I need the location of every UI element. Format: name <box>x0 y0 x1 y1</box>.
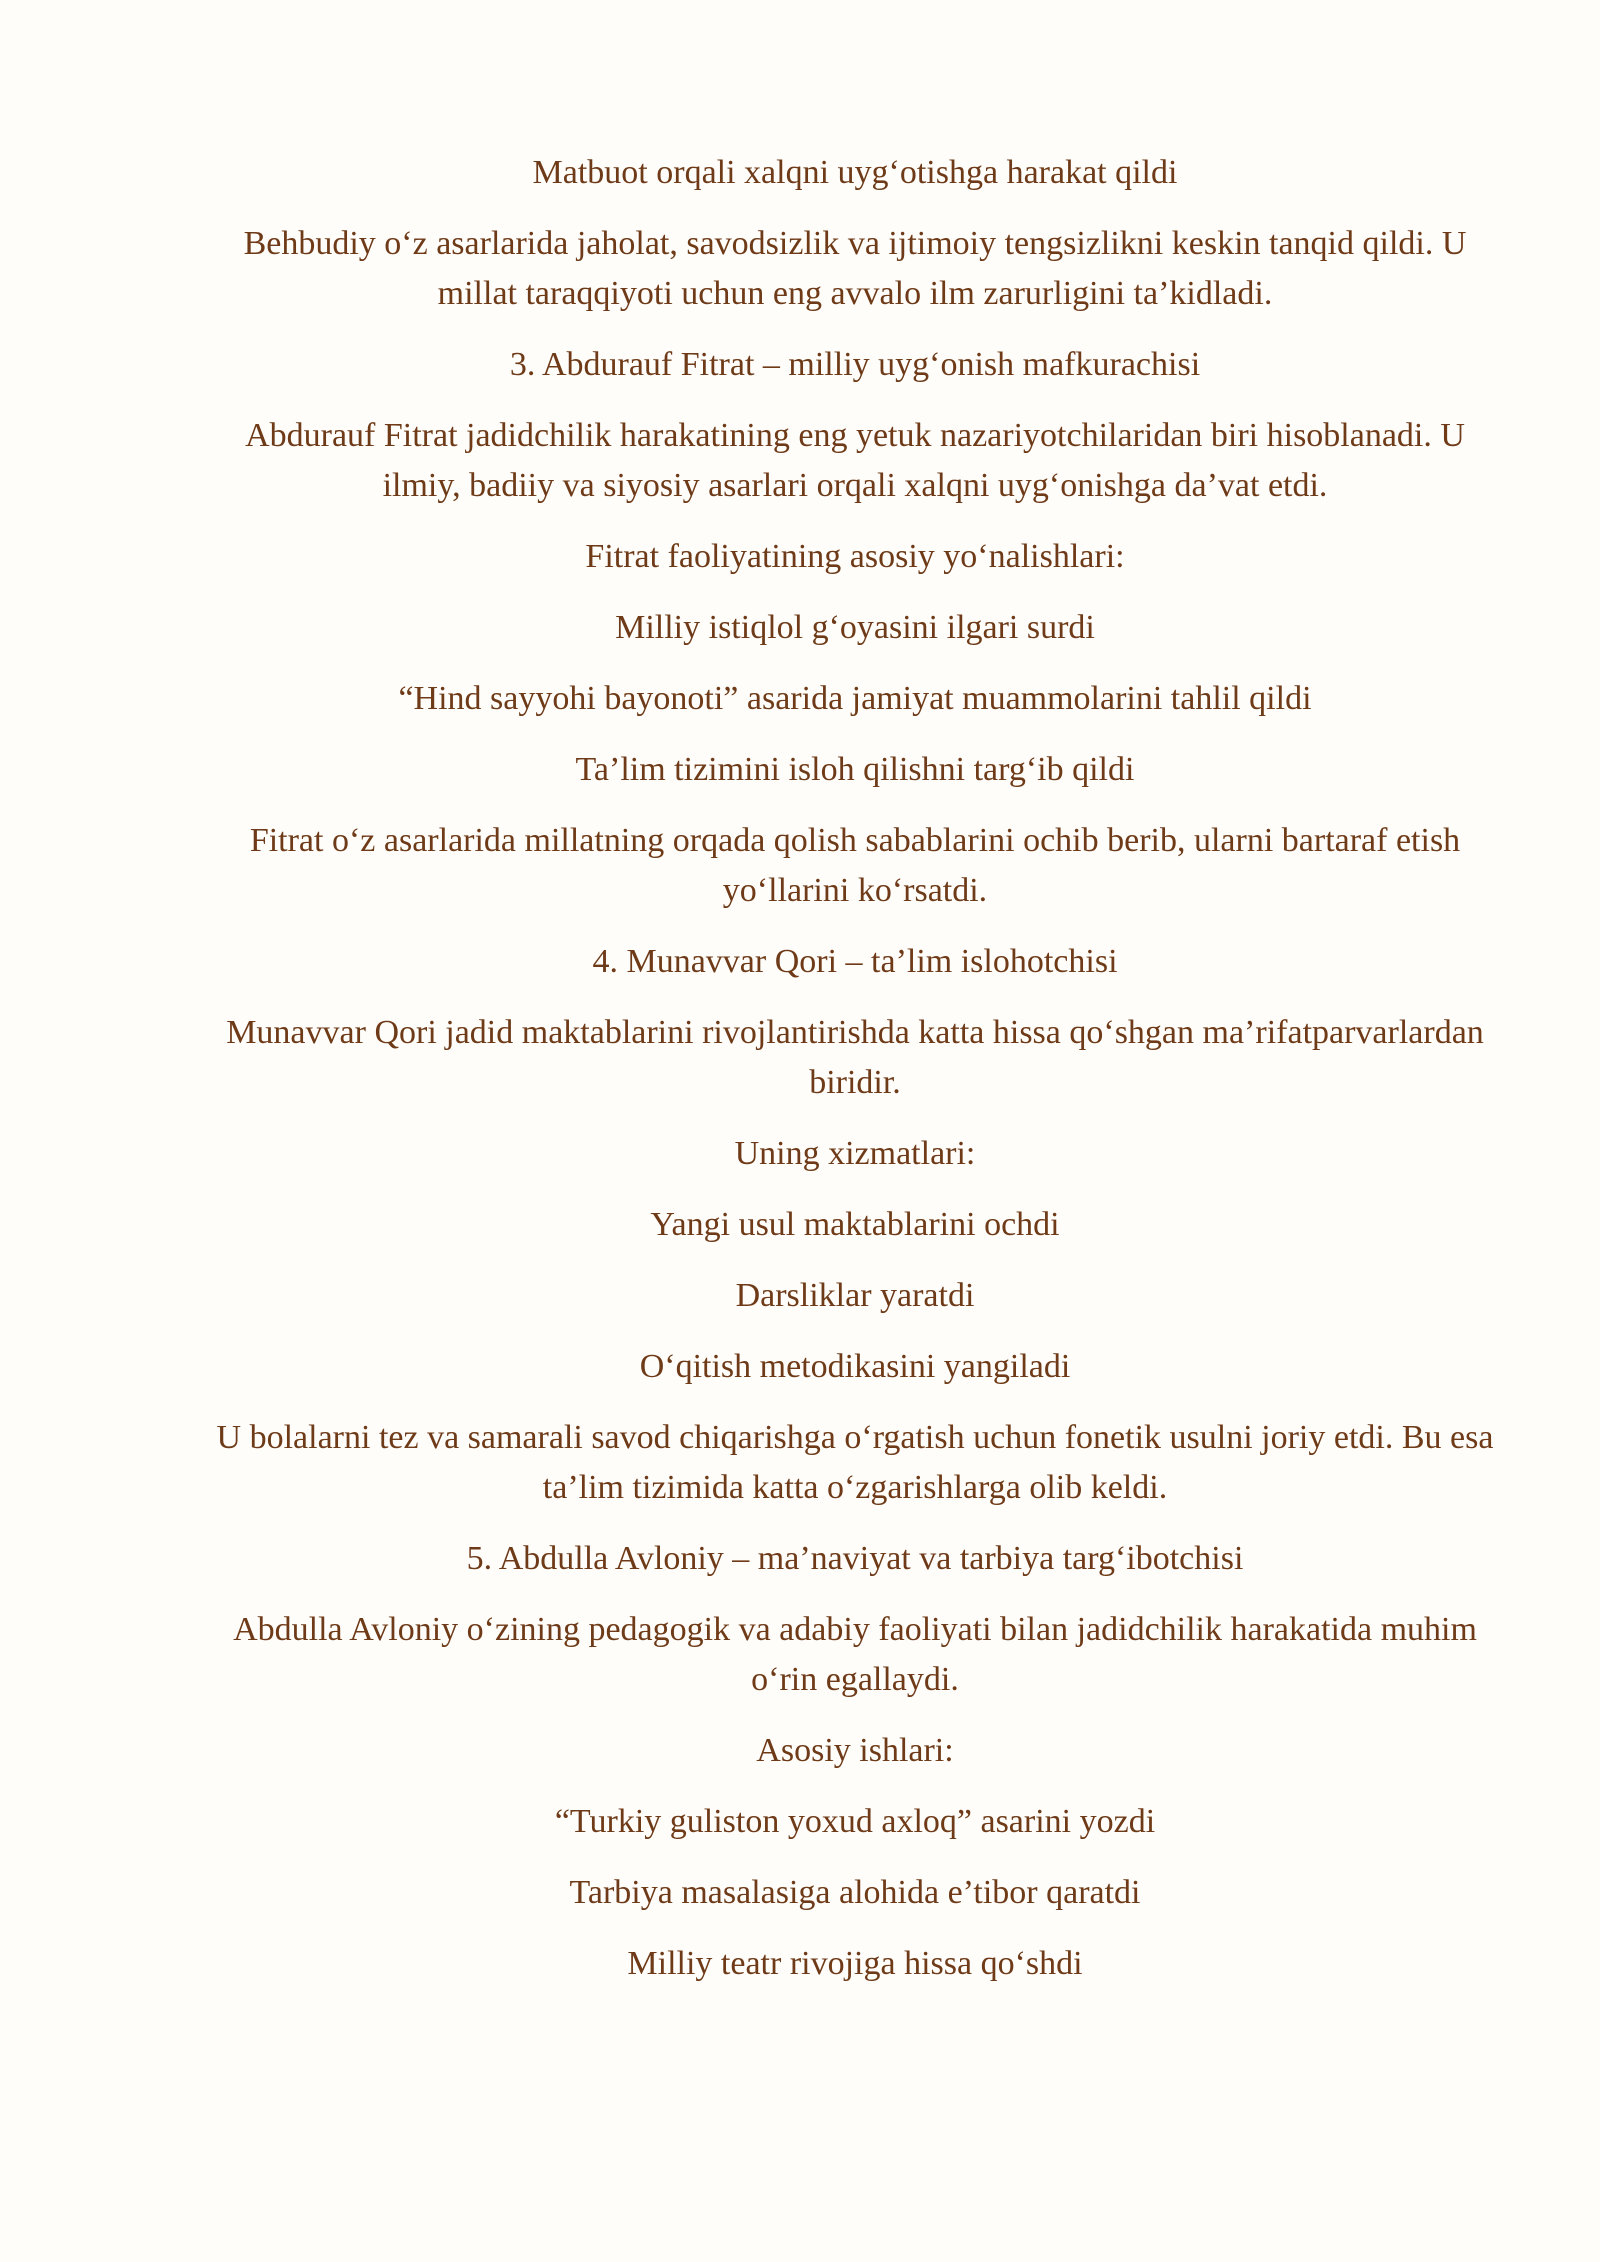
list-heading: Fitrat faoliyatining asosiy yo‘nalishlari: <box>585 538 1125 575</box>
paragraph: Abdurauf Fitrat jadidchilik harakatining eng yetuk nazariyotchilaridan biri hisoblanadi. U ilmiy, badiiy va siyosiy asarlari orqali xalqni uyg‘onishga da’vat etdi. <box>245 417 1465 504</box>
list-item: Darsliklar yaratdi <box>735 1277 975 1314</box>
list-item: Milliy istiqlol g‘oyasini ilgari surdi <box>615 609 1095 646</box>
section-heading: 5. Abdulla Avloniy – ma’naviyat va tarbiya targ‘ibotchisi <box>466 1540 1244 1577</box>
paragraph: Matbuot orqali xalqni uyg‘otishga harakat qildi <box>532 154 1178 191</box>
section-heading: 4. Munavvar Qori – ta’lim islohotchisi <box>592 943 1118 980</box>
list-heading: Uning xizmatlari: <box>734 1135 976 1172</box>
list-item: O‘qitish metodikasini yangiladi <box>639 1348 1071 1385</box>
list-item: “Hind sayyohi bayonoti” asarida jamiyat muammolarini tahlil qildi <box>398 680 1312 717</box>
paragraph: U bolalarni tez va samarali savod chiqarishga o‘rgatish uchun fonetik usulni joriy etdi. Bu esa ta’lim tizimida katta o‘zgarishlarga olib keldi. <box>216 1419 1494 1506</box>
paragraph: Behbudiy o‘z asarlarida jaholat, savodsizlik va ijtimoiy tengsizlikni keskin tanqid qildi. U millat taraqqiyoti uchun eng avvalo ilm zarurligini ta’kidladi. <box>243 225 1467 312</box>
section-heading: 3. Abdurauf Fitrat – milliy uyg‘onish mafkurachisi <box>509 346 1201 383</box>
list-item: “Turkiy guliston yoxud axloq” asarini yozdi <box>554 1803 1156 1840</box>
paragraph: Fitrat o‘z asarlarida millatning orqada qolish sabablarini ochib berib, ularni bartaraf etish yo‘llarini ko‘rsatdi. <box>249 822 1461 909</box>
document-body <box>215 148 1495 2010</box>
list-item: Ta’lim tizimini isloh qilishni targ‘ib qildi <box>575 751 1135 788</box>
list-heading: Asosiy ishlari: <box>756 1732 954 1769</box>
list-item: Milliy teatr rivojiga hissa qo‘shdi <box>627 1945 1083 1982</box>
list-item: Yangi usul maktablarini ochdi <box>650 1206 1060 1243</box>
paragraph: Abdulla Avloniy o‘zining pedagogik va adabiy faoliyati bilan jadidchilik harakatida muhim o‘rin egallaydi. <box>233 1611 1477 1698</box>
list-item: Tarbiya masalasiga alohida e’tibor qaratdi <box>569 1874 1141 1911</box>
paragraph: Munavvar Qori jadid maktablarini rivojlantirishda katta hissa qo‘shgan ma’rifatparvarlardan biridir. <box>226 1014 1484 1101</box>
